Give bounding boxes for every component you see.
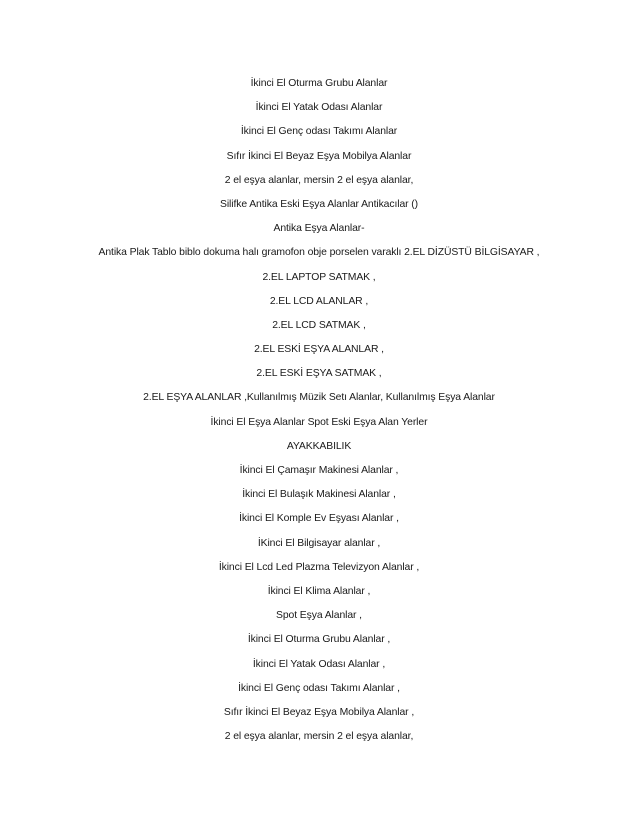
text-line: İkinci El Genç odası Takımı Alanlar , — [238, 682, 400, 694]
text-line: AYAKKABILIK — [286, 440, 352, 452]
text-line: 2.EL ESKİ EŞYA SATMAK , — [256, 368, 382, 380]
text-line: İkinci El Genç odası Takımı Alanlar — [240, 126, 398, 138]
text-line: İkinci El Çamaşır Makinesi Alanlar , — [239, 465, 399, 476]
text-line: 2.EL LAPTOP SATMAK , — [262, 271, 376, 283]
text-line: 2.EL LCD ALANLAR , — [269, 295, 369, 307]
text-line: İkinci El Komple Ev Eşyası Alanlar , — [239, 513, 399, 525]
text-line: İkinci El Oturma Grubu Alanlar — [250, 78, 388, 89]
text-line: Sıfır İkinci El Beyaz Eşya Mobilya Alanlar — [226, 150, 412, 162]
text-line: Antika Plak Tablo biblo dokuma halı gramofon obje porselen varaklı 2.EL DİZÜSTÜ BİLGİSAYAR , — [98, 247, 540, 259]
text-line: 2 el eşya alanlar, mersin 2 el eşya alanlar, — [224, 174, 414, 186]
text-line: İKinci El Bilgisayar alanlar , — [257, 537, 381, 549]
text-line: İkinci El Klima Alanlar , — [267, 585, 371, 597]
text-line: İkinci El Yatak Odası Alanlar — [255, 102, 383, 114]
text-line: İkinci El Eşya Alanlar Spot Eski Eşya Alan Yerler — [210, 416, 428, 428]
text-line: 2.EL LCD SATMAK , — [272, 319, 366, 331]
text-line: İkinci El Yatak Odası Alanlar , — [252, 658, 386, 670]
text-line: İkinci El Bulaşık Makinesi Alanlar , — [242, 489, 396, 501]
text-line: İkinci El Oturma Grubu Alanlar , — [247, 634, 391, 646]
text-line: Antika Eşya Alanlar- — [273, 223, 365, 235]
text-line: 2.EL ESKİ EŞYA ALANLAR , — [254, 344, 384, 356]
text-line: 2 el eşya alanlar, mersin 2 el eşya alanlar, — [224, 731, 414, 743]
text-line: Sıfır İkinci El Beyaz Eşya Mobilya Alanlar , — [223, 706, 415, 718]
document-body — [0, 72, 638, 749]
text-line: İkinci El Lcd Led Plazma Televizyon Alanlar , — [218, 561, 420, 573]
text-line: Silifke Antika Eski Eşya Alanlar Antikacılar () — [220, 198, 418, 210]
text-line: 2.EL EŞYA ALANLAR ,Kullanılmış Müzik Setı Alanlar, Kullanılmış Eşya Alanlar — [143, 392, 495, 404]
text-line: Spot Eşya Alanlar , — [276, 610, 362, 622]
